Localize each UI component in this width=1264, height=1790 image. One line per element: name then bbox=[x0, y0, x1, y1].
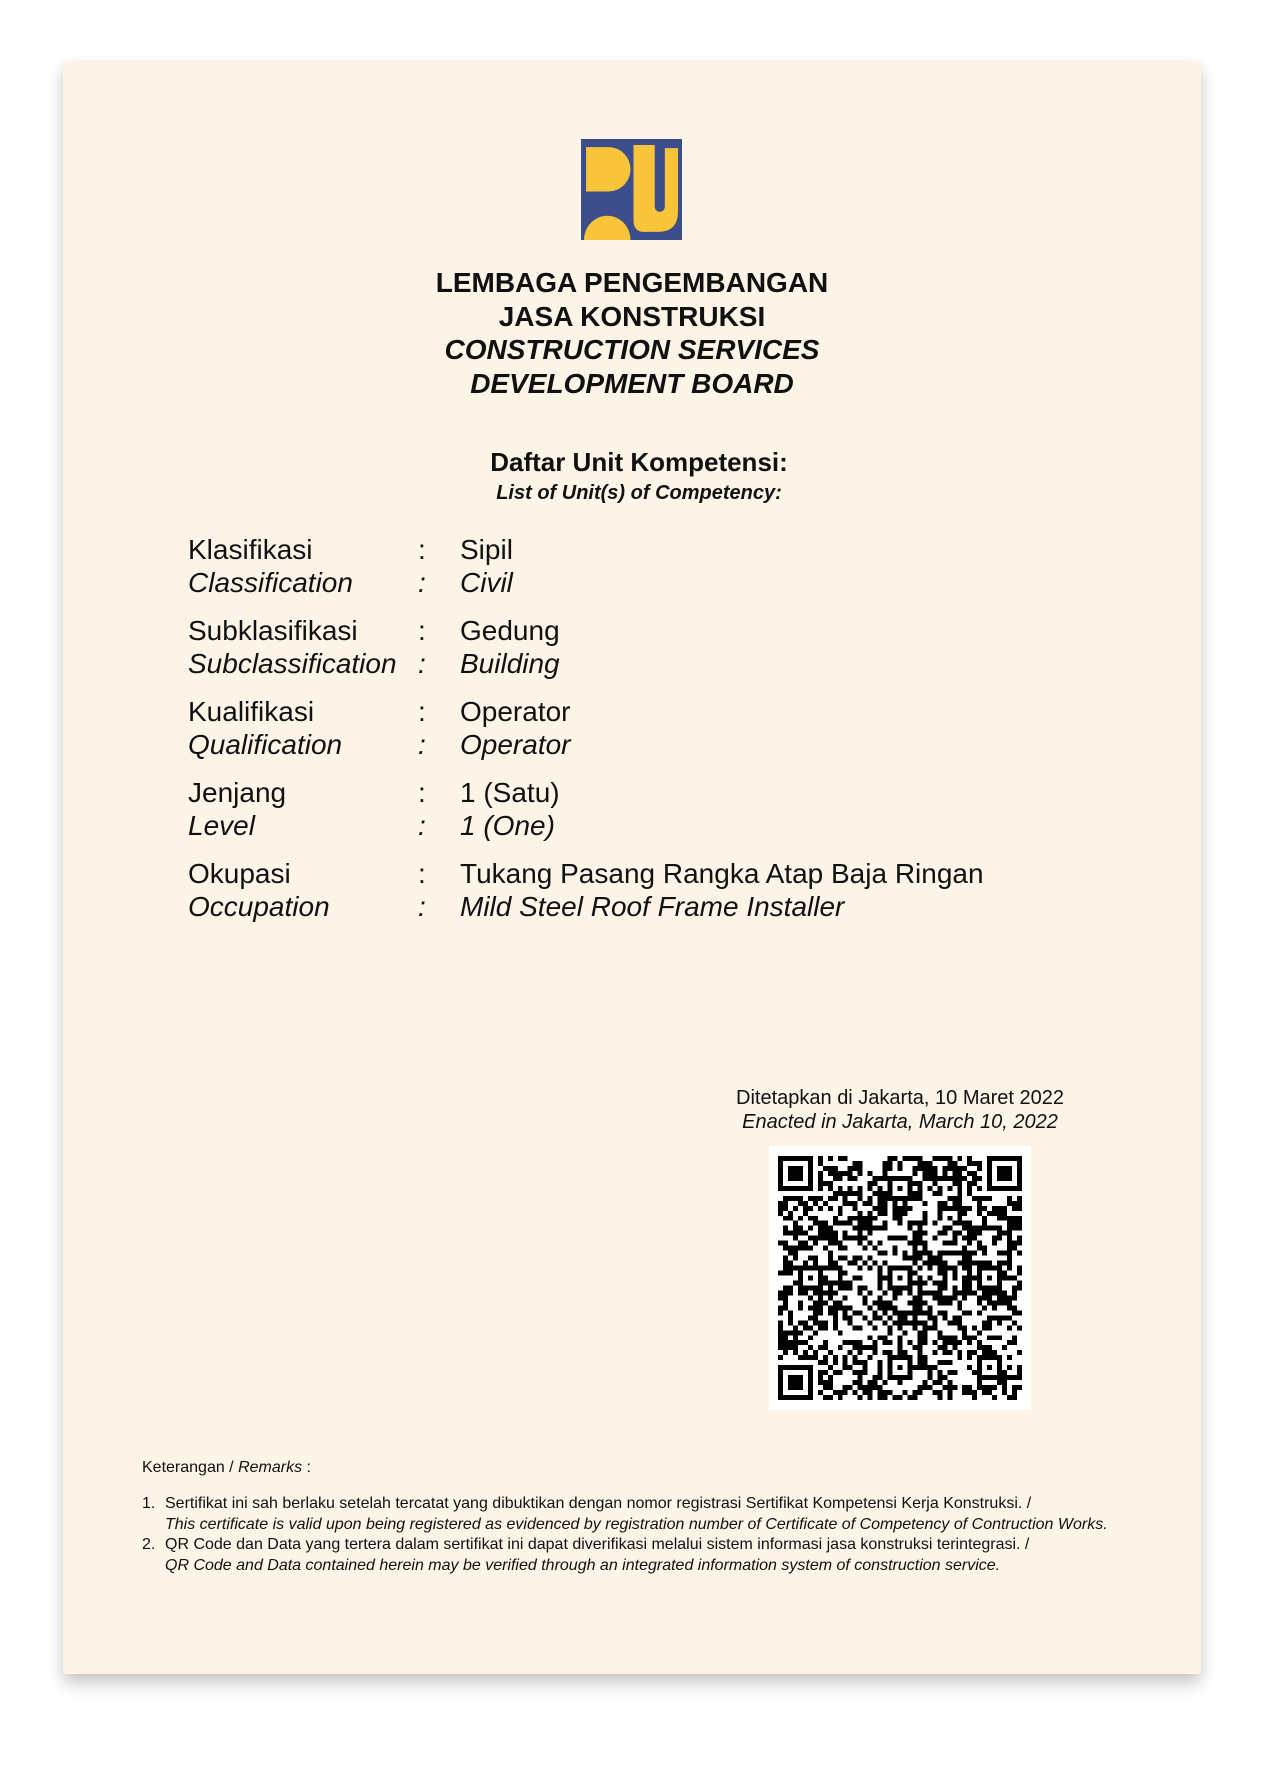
field-label-en: Occupation bbox=[188, 891, 330, 922]
field-separator: : bbox=[418, 858, 426, 889]
qr-code bbox=[778, 1156, 1022, 1400]
remark-text-en: This certificate is valid upon being registered as evidenced by registration number of Certificate of Competency of Contruction Works. bbox=[165, 1515, 1108, 1533]
field-level bbox=[188, 776, 1108, 842]
field-label-id: Okupasi bbox=[188, 858, 291, 889]
field-separator: : bbox=[418, 648, 426, 679]
competency-heading-en: List of Unit(s) of Competency: bbox=[496, 482, 782, 504]
field-separator: : bbox=[418, 810, 426, 841]
pu-logo-icon bbox=[581, 139, 682, 240]
pu-logo bbox=[581, 139, 682, 240]
field-value-id: 1 (Satu) bbox=[460, 777, 560, 808]
field-value-en: Civil bbox=[460, 567, 513, 598]
remark-text-id: QR Code dan Data yang tertera dalam sertifikat ini dapat diverifikasi melalui sistem informasi jasa konstruksi terintegrasi. / bbox=[165, 1536, 1030, 1553]
competency-heading-id: Daftar Unit Kompetensi: bbox=[490, 447, 788, 477]
remark-number: 2. bbox=[142, 1536, 156, 1553]
field-value-id: Tukang Pasang Rangka Atap Baja Ringan bbox=[460, 858, 984, 889]
field-value-id: Gedung bbox=[460, 615, 560, 646]
competency-fields bbox=[188, 533, 1108, 938]
remarks-heading-suffix: : bbox=[306, 1459, 311, 1476]
field-separator: : bbox=[418, 534, 426, 565]
remarks-list bbox=[142, 1494, 1142, 1576]
field-subclassification bbox=[188, 614, 1108, 680]
field-separator: : bbox=[418, 777, 426, 808]
field-classification bbox=[188, 533, 1108, 599]
remark-text bbox=[165, 1535, 1140, 1576]
logo-top-left-shape bbox=[586, 147, 630, 191]
remark-text bbox=[165, 1494, 1140, 1535]
issuer-name-en-line2: DEVELOPMENT BOARD bbox=[470, 367, 794, 399]
field-value-id: Operator bbox=[460, 696, 571, 727]
list-item bbox=[142, 1535, 1142, 1576]
field-separator: : bbox=[418, 696, 426, 727]
field-label-id: Kualifikasi bbox=[188, 696, 315, 727]
field-label-id: Jenjang bbox=[188, 777, 287, 808]
enactment-statement bbox=[700, 1086, 1100, 1134]
issuer-name-id-line1: LEMBAGA PENGEMBANGAN bbox=[435, 267, 829, 298]
issuer-name-id-line2: JASA KONSTRUKSI bbox=[498, 300, 766, 332]
field-separator: : bbox=[418, 615, 426, 646]
remark-text-en: QR Code and Data contained herein may be verified through an integrated information system of construction service. bbox=[165, 1556, 1001, 1574]
issuer-name-en-line1: CONSTRUCTION SERVICES bbox=[444, 334, 820, 365]
list-item bbox=[142, 1494, 1142, 1535]
field-qualification bbox=[188, 695, 1108, 761]
certificate-page bbox=[63, 62, 1201, 1674]
competency-list-heading bbox=[70, 446, 1208, 508]
field-separator: : bbox=[418, 729, 426, 760]
field-value-en: Operator bbox=[460, 729, 571, 760]
field-label-en: Classification bbox=[188, 567, 353, 598]
enactment-text-id: Ditetapkan di Jakarta, 10 Maret 2022 bbox=[736, 1087, 1064, 1109]
field-label-en: Level bbox=[188, 810, 255, 841]
qr-code-modules bbox=[778, 1156, 1022, 1400]
field-label-en: Subclassification bbox=[188, 648, 397, 679]
remarks-heading-en: Remarks bbox=[238, 1459, 303, 1476]
field-value-id: Sipil bbox=[460, 534, 513, 565]
field-label-id: Klasifikasi bbox=[188, 534, 313, 565]
field-value-en: 1 (One) bbox=[460, 810, 555, 841]
remark-number: 1. bbox=[142, 1495, 156, 1512]
issuer-title bbox=[63, 266, 1201, 400]
field-label-id: Subklasifikasi bbox=[188, 615, 358, 646]
field-label-en: Qualification bbox=[188, 729, 343, 760]
remarks-heading bbox=[142, 1458, 311, 1478]
qr-code-container bbox=[769, 1146, 1031, 1410]
remarks-heading-id: Keterangan / bbox=[142, 1459, 234, 1476]
enactment-text-en: Enacted in Jakarta, March 10, 2022 bbox=[742, 1111, 1058, 1133]
field-occupation bbox=[188, 857, 1108, 923]
field-separator: : bbox=[418, 567, 426, 598]
remark-text-id: Sertifikat ini sah berlaku setelah tercatat yang dibuktikan dengan nomor registrasi Sertifikat Kompetensi Kerja Konstruksi. / bbox=[165, 1495, 1032, 1512]
field-value-en: Mild Steel Roof Frame Installer bbox=[460, 891, 845, 922]
field-value-en: Building bbox=[460, 648, 560, 679]
field-separator: : bbox=[418, 891, 426, 922]
